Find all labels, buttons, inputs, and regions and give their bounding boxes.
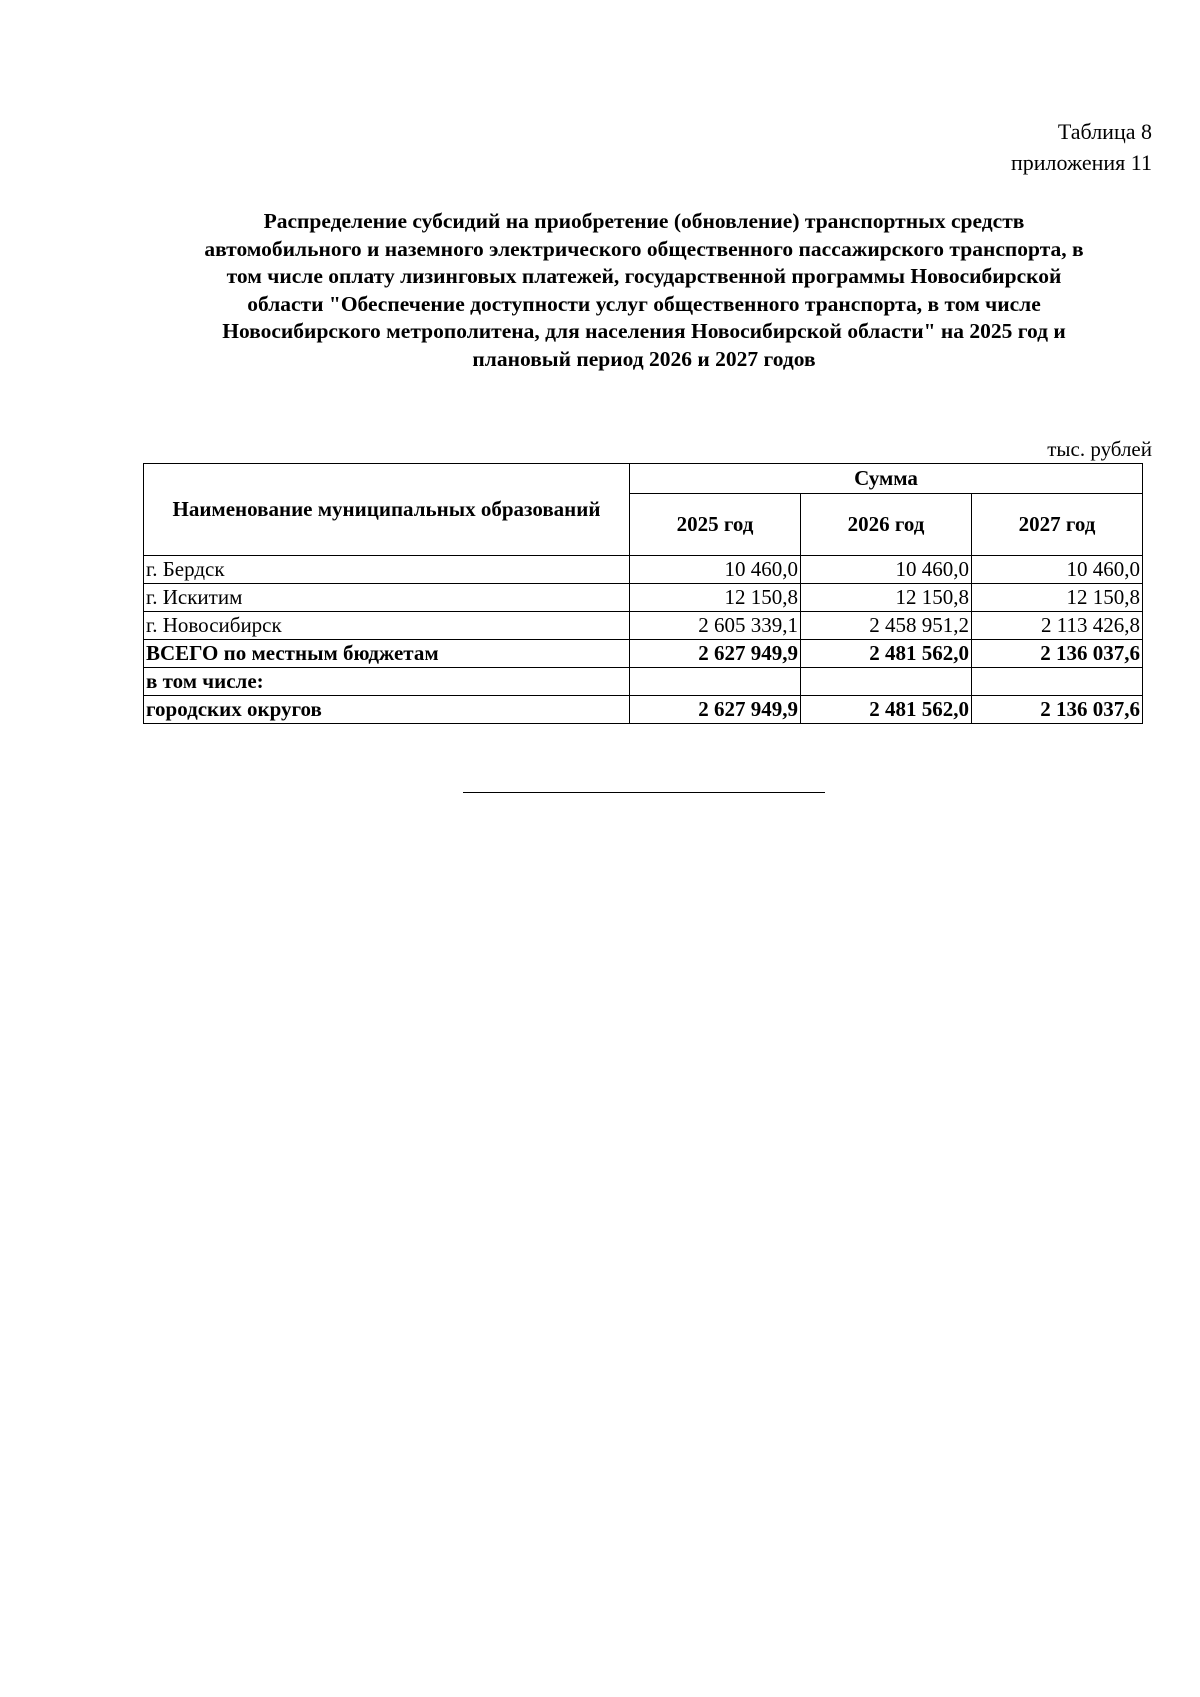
row-name: г. Бердск [144, 556, 630, 584]
column-header-name: Наименование муниципальных образований [144, 464, 630, 556]
table-row-total [144, 640, 1143, 668]
table-row-subheading [144, 668, 1143, 696]
row-name: городских округов [144, 696, 630, 724]
row-name: г. Искитим [144, 584, 630, 612]
row-value-2025: 12 150,8 [630, 584, 801, 612]
row-value-2026: 2 481 562,0 [801, 640, 972, 668]
row-value-2027: 2 113 426,8 [972, 612, 1143, 640]
row-value-2026: 12 150,8 [801, 584, 972, 612]
row-name: в том числе: [144, 668, 630, 696]
row-name: г. Новосибирск [144, 612, 630, 640]
title-line: плановый период 2026 и 2027 годов [472, 346, 816, 371]
row-value-2026 [801, 668, 972, 696]
row-value-2027: 12 150,8 [972, 584, 1143, 612]
column-header-sum: Сумма [630, 464, 1143, 494]
row-value-2025: 2 627 949,9 [630, 640, 801, 668]
row-value-2027: 2 136 037,6 [972, 696, 1143, 724]
table-row [144, 556, 1143, 584]
row-value-2027: 2 136 037,6 [972, 640, 1143, 668]
column-header-2026: 2026 год [801, 494, 972, 556]
table-header-row [144, 464, 1143, 494]
row-value-2025: 2 627 949,9 [630, 696, 801, 724]
row-value-2025 [630, 668, 801, 696]
row-value-2026: 2 458 951,2 [801, 612, 972, 640]
table-row [144, 584, 1143, 612]
title-line: автомобильного и наземного электрического общественного пассажирского транспорта, в [204, 236, 1084, 261]
appendix-label: приложения 11 [1010, 150, 1152, 175]
table-reference [1011, 116, 1152, 178]
closing-divider-line [463, 792, 825, 793]
column-header-2027: 2027 год [972, 494, 1143, 556]
row-value-2027: 10 460,0 [972, 556, 1143, 584]
title-line: том числе оплату лизинговых платежей, государственной программы Новосибирской [226, 264, 1062, 288]
table-number-label: Таблица 8 [1057, 119, 1152, 144]
table-row [144, 612, 1143, 640]
row-name: ВСЕГО по местным бюджетам [144, 640, 630, 668]
table-row-subtotal [144, 696, 1143, 724]
title-line: Новосибирского метрополитена, для населения Новосибирской области" на 2025 год и [222, 319, 1066, 343]
column-header-2025: 2025 год [630, 494, 801, 556]
row-value-2027 [972, 668, 1143, 696]
row-value-2026: 2 481 562,0 [801, 696, 972, 724]
subsidy-table [143, 463, 1143, 724]
units-label: тыс. рублей [1047, 437, 1152, 461]
title-line: Распределение субсидий на приобретение (обновление) транспортных средств [263, 209, 1025, 233]
row-value-2025: 10 460,0 [630, 556, 801, 584]
row-value-2025: 2 605 339,1 [630, 612, 801, 640]
title-line: области "Обеспечение доступности услуг общественного транспорта, в том числе [247, 291, 1041, 316]
document-title [145, 208, 1143, 373]
row-value-2026: 10 460,0 [801, 556, 972, 584]
